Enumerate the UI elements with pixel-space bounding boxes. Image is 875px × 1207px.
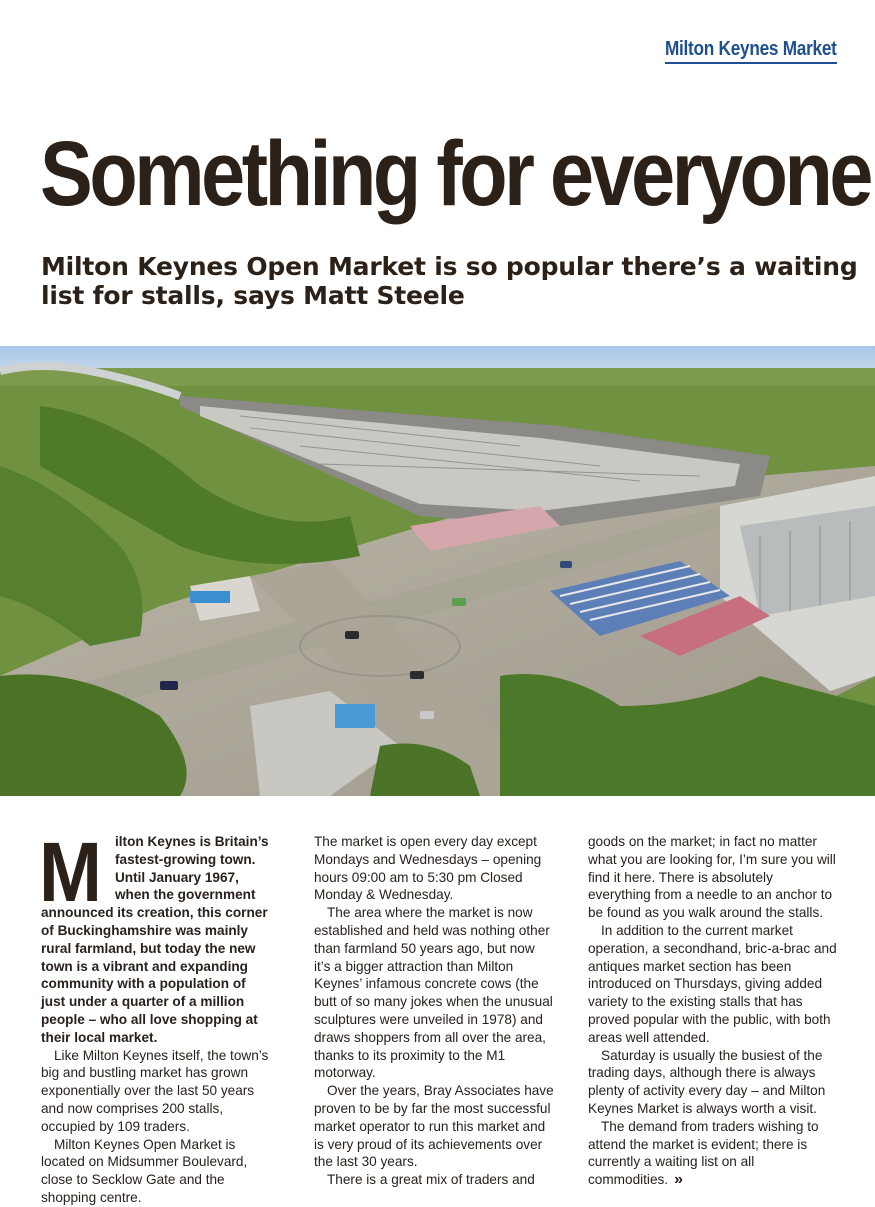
lead-text: ilton Keynes is Britain’s fastest-growing town. Until January 1967, when the government announced its creation, this corner of Buckinghamshire was mainly rural farmland, but today the new town is a vibrant and expanding community with a population of just under a quarter of a million people – who all love shopping at their local market. bbox=[41, 834, 269, 1045]
dropcap: M bbox=[39, 825, 102, 919]
aerial-photo-of-market-icon bbox=[0, 346, 875, 796]
article-column-3 bbox=[588, 833, 838, 1189]
headline: Something for everyone bbox=[40, 123, 870, 225]
paragraph: In addition to the current market operation, a secondhand, bric-a-brac and antiques market section has been introduced on Thursdays, giving added variety to the existing stalls that has proved popular with the public, with both areas well attended. bbox=[588, 922, 837, 1045]
paragraph: Over the years, Bray Associates have proven to be by far the most successful market operator to run this market and is very proud of its achievements over the last 30 years. bbox=[314, 1083, 554, 1170]
paragraph: There is a great mix of traders and bbox=[327, 1172, 535, 1188]
paragraph: Saturday is usually the busiest of the trading days, although there is always plenty of activity every day – and Milton Keynes Market is always worth a visit. bbox=[588, 1047, 826, 1116]
article-column-1 bbox=[39, 825, 273, 1207]
paragraph-last-text: The demand from traders wishing to attend the market is evident; there is currently a waiting list on all commodities. bbox=[588, 1118, 819, 1188]
paragraph: The area where the market is now established and held was nothing other than farmland 50 years ago, but now it’s a bigger attraction than Milton Keynes’ infamous concrete cows (the butt of so many jokes when the unusual sculptures were unveiled in 1978) and draws shoppers from all over the area, thanks to its proximity to the M1 motorway. bbox=[314, 905, 553, 1081]
paragraph: Like Milton Keynes itself, the town’s big and bustling market has grown exponentially over the last 50 years and now comprises 200 stalls, occupied by 109 traders. bbox=[41, 1047, 269, 1134]
paragraph: goods on the market; in fact no matter what you are looking for, I’m sure you will find it here. There is absolutely everything from a needle to an anchor to be found as you walk around the stalls. bbox=[588, 834, 836, 921]
paragraph-last bbox=[588, 1118, 838, 1189]
article-column-2 bbox=[314, 833, 554, 1189]
standfirst: Milton Keynes Open Market is so popular there’s a waiting list for stalls, says Matt Steele bbox=[41, 252, 858, 310]
paragraph: Milton Keynes Open Market is located on Midsummer Boulevard, close to Secklow Gate and the shopping centre. bbox=[41, 1136, 248, 1205]
continue-arrow-icon: » bbox=[674, 1171, 683, 1189]
paragraph: The market is open every day except Mondays and Wednesdays – opening hours 09:00 am to 5:30 pm Closed Monday & Wednesday. bbox=[314, 834, 542, 903]
section-label: Milton Keynes Market bbox=[665, 38, 837, 64]
aerial-photo bbox=[0, 346, 875, 796]
lead-paragraph bbox=[39, 825, 273, 1047]
